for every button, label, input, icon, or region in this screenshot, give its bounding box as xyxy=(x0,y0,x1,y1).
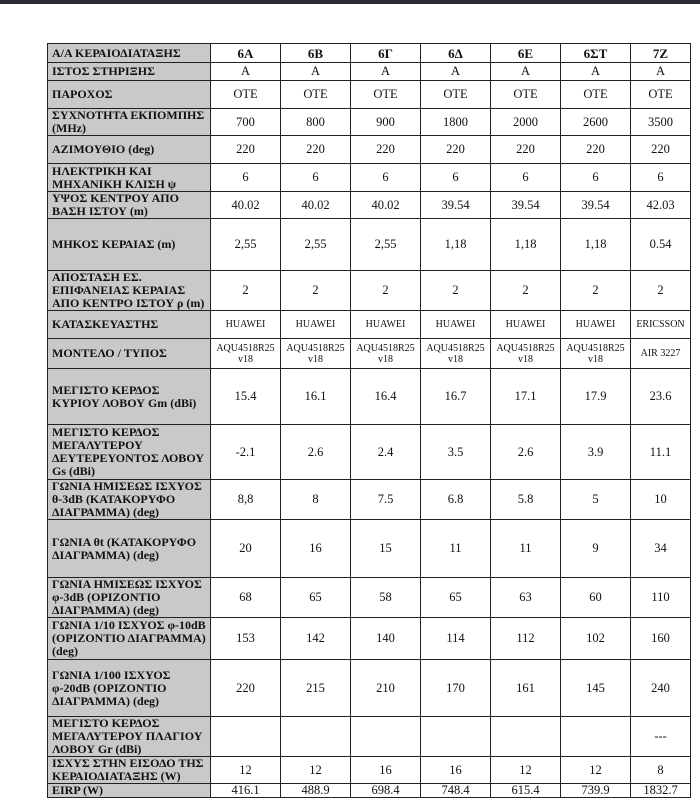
column-header: 6Γ xyxy=(351,44,421,63)
row-label: ΓΩΝΙΑ θt (ΚΑΤΑΚΟΡΥΦΟ ΔΙΑΓΡΑΜΜΑ) (deg) xyxy=(48,520,211,578)
row-label: ΥΨΟΣ ΚΕΝΤΡΟΥ ΑΠΟ ΒΑΣΗ ΙΣΤΟΥ (m) xyxy=(48,192,211,219)
column-header: 6Ε xyxy=(491,44,561,63)
table-cell: 220 xyxy=(211,660,281,717)
table-row xyxy=(48,271,691,311)
table-cell: 11 xyxy=(491,520,561,578)
table-row xyxy=(48,784,691,798)
header-row xyxy=(48,44,691,63)
table-cell: 40.02 xyxy=(211,192,281,219)
table-cell: 40.02 xyxy=(281,192,351,219)
table-cell: HUAWEI xyxy=(281,311,351,339)
table-cell: 39.54 xyxy=(421,192,491,219)
table-cell: 16 xyxy=(421,757,491,784)
table-cell xyxy=(561,717,631,757)
row-label: ΠΑΡΟΧΟΣ xyxy=(48,81,211,109)
table-cell: Α xyxy=(421,63,491,81)
table-cell: 210 xyxy=(351,660,421,717)
table-cell: 15 xyxy=(351,520,421,578)
table-cell: 800 xyxy=(281,109,351,136)
table-cell: ΟΤΕ xyxy=(281,81,351,109)
table-row xyxy=(48,369,691,425)
column-header: 7Ζ xyxy=(631,44,691,63)
table-cell: 2600 xyxy=(561,109,631,136)
table-cell: 12 xyxy=(491,757,561,784)
table-cell: 215 xyxy=(281,660,351,717)
table-cell: 220 xyxy=(491,136,561,164)
table-row xyxy=(48,339,691,369)
table-cell: 2 xyxy=(351,271,421,311)
table-cell: 3.9 xyxy=(561,425,631,480)
table-row xyxy=(48,109,691,136)
table-row xyxy=(48,81,691,109)
table-cell: 16 xyxy=(351,757,421,784)
row-label: ΓΩΝΙΑ ΗΜΙΣΕΩΣ ΙΣΧΥΟΣ φ-3dB (ΟΡΙΖΟΝΤΙΟ ΔΙΑΓΡΑΜΜΑ) (deg) xyxy=(48,578,211,618)
table-cell: 615.4 xyxy=(491,784,561,798)
table-cell: Α xyxy=(281,63,351,81)
row-label: ΑΖΙΜΟΥΘΙΟ (deg) xyxy=(48,136,211,164)
table-cell: 2.4 xyxy=(351,425,421,480)
table-cell: Α xyxy=(351,63,421,81)
table-cell: 2.6 xyxy=(281,425,351,480)
table-cell: 6 xyxy=(421,164,491,192)
table-cell: 2 xyxy=(421,271,491,311)
table-cell: ΟΤΕ xyxy=(631,81,691,109)
table-cell: 220 xyxy=(421,136,491,164)
table-cell: HUAWEI xyxy=(491,311,561,339)
row-label: ΓΩΝΙΑ 1/10 ΙΣΧΥΟΣ φ-10dB (ΟΡΙΖΟΝΤΙΟ ΔΙΑΓΡΑΜΜΑ) (deg) xyxy=(48,618,211,660)
table-row xyxy=(48,578,691,618)
table-cell: 12 xyxy=(211,757,281,784)
table-cell: 488.9 xyxy=(281,784,351,798)
table-cell: 0.54 xyxy=(631,219,691,271)
table-cell: 6 xyxy=(351,164,421,192)
table-cell: 2 xyxy=(281,271,351,311)
table-cell: 16.4 xyxy=(351,369,421,425)
table-cell: 2,55 xyxy=(211,219,281,271)
column-header: 6ΣΤ xyxy=(561,44,631,63)
table-cell: ΟΤΕ xyxy=(561,81,631,109)
table-cell xyxy=(211,717,281,757)
table-cell: 102 xyxy=(561,618,631,660)
table-cell: AQU4518R25 v18 xyxy=(211,339,281,369)
table-cell: 6 xyxy=(491,164,561,192)
table-cell: 9 xyxy=(561,520,631,578)
table-cell: 700 xyxy=(211,109,281,136)
row-label: ΚΑΤΑΣΚΕΥΑΣΤΗΣ xyxy=(48,311,211,339)
table-cell: 11.1 xyxy=(631,425,691,480)
row-label: ΓΩΝΙΑ ΗΜΙΣΕΩΣ ΙΣΧΥΟΣ θ-3dB (ΚΑΤΑΚΟΡΥΦΟ ΔΙΑΓΡΑΜΜΑ) (deg) xyxy=(48,480,211,520)
table-cell: ERICSSON xyxy=(631,311,691,339)
table-cell: 40.02 xyxy=(351,192,421,219)
table-row xyxy=(48,757,691,784)
table-cell xyxy=(421,717,491,757)
table-cell: 16 xyxy=(281,520,351,578)
table-cell: 153 xyxy=(211,618,281,660)
table-cell: 220 xyxy=(631,136,691,164)
table-cell: 2.6 xyxy=(491,425,561,480)
table-cell: AQU4518R25 v18 xyxy=(561,339,631,369)
table-cell: 220 xyxy=(281,136,351,164)
table-cell: 110 xyxy=(631,578,691,618)
table-cell: HUAWEI xyxy=(561,311,631,339)
table-cell: Α xyxy=(561,63,631,81)
table-cell: AQU4518R25 v18 xyxy=(281,339,351,369)
column-header: 6Δ xyxy=(421,44,491,63)
table-cell: 3500 xyxy=(631,109,691,136)
table-cell: 161 xyxy=(491,660,561,717)
table-cell: 748.4 xyxy=(421,784,491,798)
table-row xyxy=(48,63,691,81)
table-cell: 68 xyxy=(211,578,281,618)
row-label: ΙΣΧΥΣ ΣΤΗΝ ΕΙΣΟΔΟ ΤΗΣ ΚΕΡΑΙΟΔΙΑΤΑΞΗΣ (W) xyxy=(48,757,211,784)
table-cell: AQU4518R25 v18 xyxy=(421,339,491,369)
table-row xyxy=(48,219,691,271)
table-cell: 739.9 xyxy=(561,784,631,798)
table-row xyxy=(48,717,691,757)
table-cell: 140 xyxy=(351,618,421,660)
row-label: ΜΟΝΤΕΛΟ / ΤΥΠΟΣ xyxy=(48,339,211,369)
row-label: ΓΩΝΙΑ 1/100 ΙΣΧΥΟΣ φ-20dB (ΟΡΙΖΟΝΤΙΟ ΔΙΑΓΡΑΜΜΑ) (deg) xyxy=(48,660,211,717)
table-cell: 112 xyxy=(491,618,561,660)
table-cell: 16.1 xyxy=(281,369,351,425)
table-cell: 416.1 xyxy=(211,784,281,798)
table-row xyxy=(48,660,691,717)
table-cell xyxy=(491,717,561,757)
table-cell: 2 xyxy=(631,271,691,311)
row-label: ΜΕΓΙΣΤΟ ΚΕΡΔΟΣ ΚΥΡΙΟΥ ΛΟΒΟΥ Gm (dBi) xyxy=(48,369,211,425)
table-cell: 15.4 xyxy=(211,369,281,425)
table-cell: 11 xyxy=(421,520,491,578)
table-cell: 2,55 xyxy=(351,219,421,271)
table-cell: 142 xyxy=(281,618,351,660)
table-cell: --- xyxy=(631,717,691,757)
table-cell: 240 xyxy=(631,660,691,717)
table-row xyxy=(48,164,691,192)
table-cell: 12 xyxy=(281,757,351,784)
table-cell: Α xyxy=(491,63,561,81)
table-cell: 2 xyxy=(211,271,281,311)
table-cell: Α xyxy=(211,63,281,81)
table-cell: 16.7 xyxy=(421,369,491,425)
row-label: ΜΕΓΙΣΤΟ ΚΕΡΔΟΣ ΜΕΓΑΛΥΤΕΡΟΥ ΔΕΥΤΕΡΕΥΟΝΤΟΣ ΛΟΒΟΥ Gs (dBi) xyxy=(48,425,211,480)
antenna-spec-table xyxy=(47,43,691,798)
table-cell: AQU4518R25 v18 xyxy=(491,339,561,369)
table-cell: 170 xyxy=(421,660,491,717)
table-cell: 114 xyxy=(421,618,491,660)
table-cell: 20 xyxy=(211,520,281,578)
table-cell: 17.1 xyxy=(491,369,561,425)
table-cell: 42.03 xyxy=(631,192,691,219)
row-label: ΑΠΟΣΤΑΣΗ ΕΣ. ΕΠΙΦΑΝΕΙΑΣ ΚΕΡΑΙΑΣ ΑΠΟ ΚΕΝΤΡΟ ΙΣΤΟΥ ρ (m) xyxy=(48,271,211,311)
table-cell: 6 xyxy=(561,164,631,192)
table-cell: 60 xyxy=(561,578,631,618)
table-cell: 1800 xyxy=(421,109,491,136)
table-cell: 65 xyxy=(421,578,491,618)
table-row xyxy=(48,480,691,520)
table-row xyxy=(48,136,691,164)
table-cell: AQU4518R25 v18 xyxy=(351,339,421,369)
table-cell: 220 xyxy=(211,136,281,164)
table-cell: 7.5 xyxy=(351,480,421,520)
table-cell: 5 xyxy=(561,480,631,520)
top-window-edge xyxy=(0,0,700,4)
table-cell: 63 xyxy=(491,578,561,618)
table-cell: 2 xyxy=(491,271,561,311)
table-cell: 12 xyxy=(561,757,631,784)
table-cell: 2 xyxy=(561,271,631,311)
table-cell xyxy=(281,717,351,757)
table-cell: 39.54 xyxy=(491,192,561,219)
table-cell: 2,55 xyxy=(281,219,351,271)
row-label: ΜΕΓΙΣΤΟ ΚΕΡΔΟΣ ΜΕΓΑΛΥΤΕΡΟΥ ΠΛΑΓΙΟΥ ΛΟΒΟΥ Gr (dBi) xyxy=(48,717,211,757)
row-label: ΗΛΕΚΤΡΙΚΗ ΚΑΙ ΜΗΧΑΝΙΚΗ ΚΛΙΣΗ ψ xyxy=(48,164,211,192)
table-cell: 1832.7 xyxy=(631,784,691,798)
table-cell: ΟΤΕ xyxy=(351,81,421,109)
table-cell: 17.9 xyxy=(561,369,631,425)
table-row xyxy=(48,618,691,660)
row-label: EIRP (W) xyxy=(48,784,211,798)
table-cell: HUAWEI xyxy=(351,311,421,339)
table-cell: Α xyxy=(631,63,691,81)
table-cell: 8 xyxy=(281,480,351,520)
table-cell: 10 xyxy=(631,480,691,520)
table-cell: 23.6 xyxy=(631,369,691,425)
table-cell: 8,8 xyxy=(211,480,281,520)
table-cell: 900 xyxy=(351,109,421,136)
column-header: 6Β xyxy=(281,44,351,63)
table-cell xyxy=(351,717,421,757)
table-cell: 6 xyxy=(211,164,281,192)
table-row xyxy=(48,311,691,339)
table-cell: 220 xyxy=(561,136,631,164)
table-cell: 220 xyxy=(351,136,421,164)
row-label: ΣΥΧΝΟΤΗΤΑ ΕΚΠΟΜΠΗΣ (MHz) xyxy=(48,109,211,136)
table-cell: 145 xyxy=(561,660,631,717)
table-cell: 5.8 xyxy=(491,480,561,520)
table-cell: 34 xyxy=(631,520,691,578)
header-label: Α/Α ΚΕΡΑΙΟΔΙΑΤΑΞΗΣ xyxy=(48,44,211,63)
row-label: ΙΣΤΟΣ ΣΤΗΡΙΞΗΣ xyxy=(48,63,211,81)
table-cell: HUAWEI xyxy=(421,311,491,339)
table-cell: ΟΤΕ xyxy=(491,81,561,109)
table-cell: 6.8 xyxy=(421,480,491,520)
table-cell: -2.1 xyxy=(211,425,281,480)
table-cell: 3.5 xyxy=(421,425,491,480)
table-cell: 698.4 xyxy=(351,784,421,798)
table-cell: HUAWEI xyxy=(211,311,281,339)
table-row xyxy=(48,192,691,219)
table-cell: ΟΤΕ xyxy=(211,81,281,109)
table-cell: 39.54 xyxy=(561,192,631,219)
row-label: ΜΗΚΟΣ ΚΕΡΑΙΑΣ (m) xyxy=(48,219,211,271)
table-cell: AIR 3227 xyxy=(631,339,691,369)
table-cell: 1,18 xyxy=(421,219,491,271)
table-row xyxy=(48,425,691,480)
table-cell: 160 xyxy=(631,618,691,660)
table-row xyxy=(48,520,691,578)
table-cell: ΟΤΕ xyxy=(421,81,491,109)
table-cell: 1,18 xyxy=(561,219,631,271)
table-cell: 8 xyxy=(631,757,691,784)
table-cell: 6 xyxy=(281,164,351,192)
column-header: 6Α xyxy=(211,44,281,63)
table-cell: 58 xyxy=(351,578,421,618)
table-cell: 6 xyxy=(631,164,691,192)
table-cell: 2000 xyxy=(491,109,561,136)
table-cell: 65 xyxy=(281,578,351,618)
table-cell: 1,18 xyxy=(491,219,561,271)
